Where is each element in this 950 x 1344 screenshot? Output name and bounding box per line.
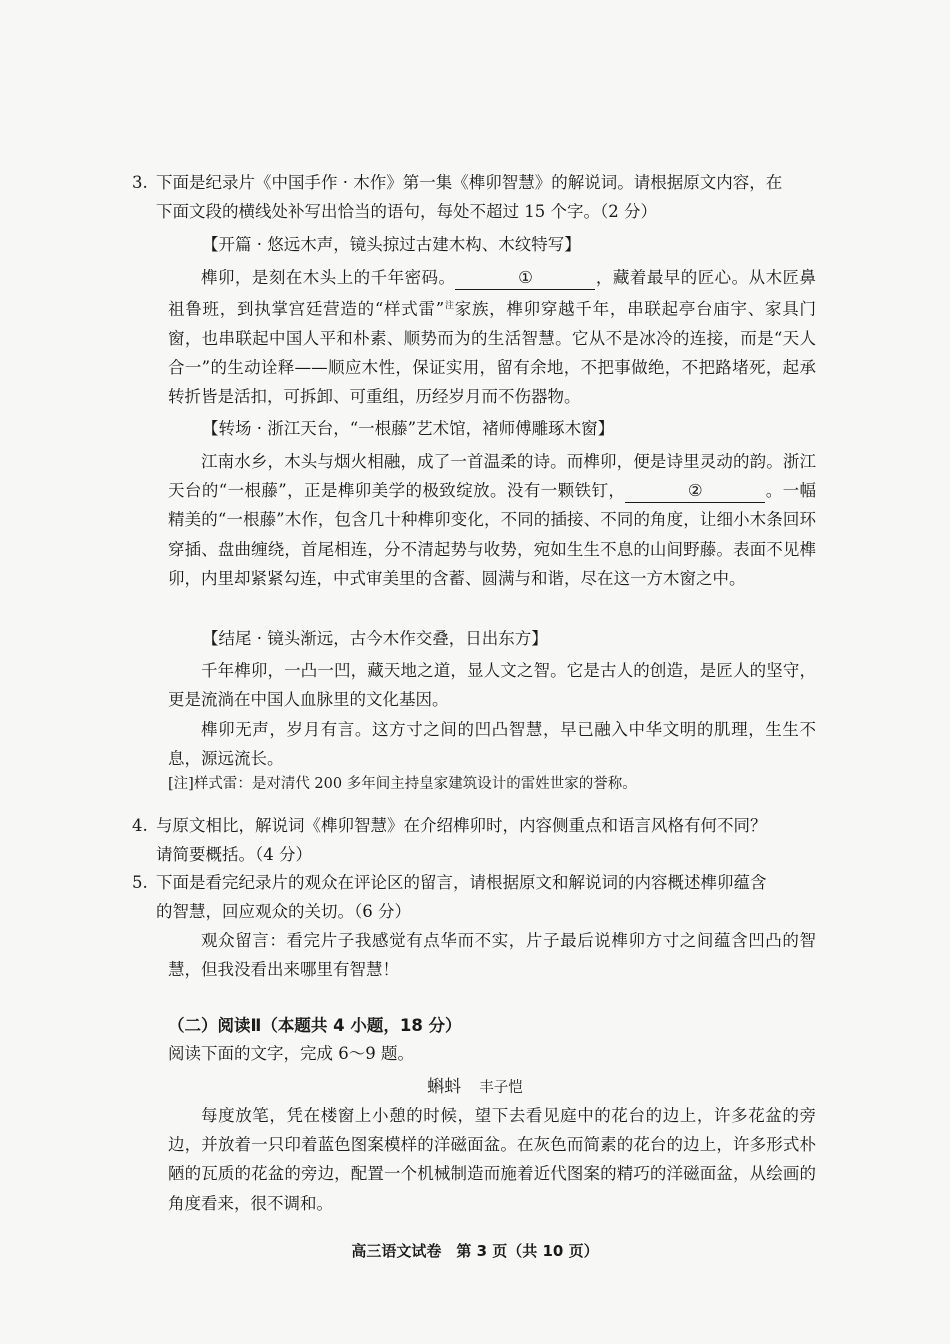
question-5 xyxy=(132,868,822,926)
scene-heading: 【转场 · 浙江天台，“一根藤”艺术馆，褚师傅雕琢木窗】 xyxy=(202,419,615,438)
audience-comment: 观众留言：看完片子我感觉有点华而不实，片子最后说榫卯方寸之间蕴含凹凸的智慧，但我没看出来哪里有智慧！ xyxy=(168,931,816,980)
question-text-line: 下面是纪录片《中国手作 · 木作》第一集《榫卯智慧》的解说词。请根据原文内容，在 xyxy=(156,173,783,192)
article-author: 丰子恺 xyxy=(479,1080,523,1096)
question-text-line: 请简要概括。（4 分） xyxy=(156,845,312,864)
article-title: 蝌蚪 xyxy=(427,1077,462,1097)
article-paragraph: 每度放笔，凭在楼窗上小憩的时候，望下去看见庭中的花台的边上，许多花盆的旁边，并放着一只印着蓝色图案模样的洋磁面盆。在灰色而简素的花台的边上，许多形式朴陋的瓦质的花盆的旁边，配置一个机械制造而施着近代图案的精巧的洋磁面盆，从绘画的角度看来，很不调和。 xyxy=(168,1106,816,1213)
fill-blank-2: ② xyxy=(625,480,765,503)
question-text-line: 与原文相比，解说词《榫卯智慧》在介绍榫卯时，内容侧重点和语言风格有何不同？ xyxy=(156,816,767,835)
question-3 xyxy=(132,168,822,226)
note-marker: 注 xyxy=(444,301,455,312)
question-text-line: 下面是看完纪录片的观众在评论区的留言，请根据原文和解说词的内容概述榫卯蕴含 xyxy=(156,873,767,892)
question-number: 3. xyxy=(132,173,148,192)
question-4 xyxy=(132,811,822,869)
narration-paragraph-1: 榫卯，是刻在木头上的千年密码。 ① ，藏着最早的匠心。从木匠鼻祖鲁班，到执掌宫廷营造的“样式雷”$^注$家族，榫卯穿越千年，串联起亭台庙宇、家具门窗，也串联起中国人平和朴素、顺势而为的生活智慧。它从不是冰冷的连接，而是“天人合一”的生动诠释——顺应木性，保证实用，留有余地，不把事做绝，不把路堵死，起承转折皆是活扣，可拆卸、可重组，历经岁月而不伤器物。 xyxy=(168,268,817,407)
scene-heading: 【开篇 · 悠远木声，镜头掠过古建木构、木纹特写】 xyxy=(202,235,581,254)
article-title-block xyxy=(0,1072,950,1097)
question-text-line: 的智慧，回应观众的关切。（6 分） xyxy=(156,902,411,921)
footnote: [注]样式雷：是对清代 200 多年间主持皇家建筑设计的雷姓世家的誉称。 xyxy=(168,776,637,792)
narration-paragraph-4: 榫卯无声，岁月有言。这方寸之间的凹凸智慧，早已融入中华文明的肌理，生生不息，源远流长。 xyxy=(168,720,816,769)
narration-paragraph-3: 千年榫卯，一凸一凹，藏天地之道，显人文之智。它是古人的创造，是匠人的坚守，更是流淌在中国人血脉里的文化基因。 xyxy=(168,661,816,710)
section-heading: （二）阅读Ⅱ（本题共 4 小题，18 分） xyxy=(168,1016,462,1035)
section-instruction: 阅读下面的文字，完成 6～9 题。 xyxy=(168,1044,414,1063)
page-footer: 高三语文试卷 第 3 页（共 10 页） xyxy=(351,1242,599,1260)
question-number: 5. xyxy=(132,873,148,892)
question-number: 4. xyxy=(132,816,148,835)
narration-paragraph-2: 江南水乡，木头与烟火相融，成了一首温柔的诗。而榫卯，便是诗里灵动的韵。浙江天台的“一根藤”，正是榫卯美学的极致绽放。没有一颗铁钉， ② 。一幅精美的“一根藤”木作，包含几十种榫卯变化，不同的插接、不同的角度，让细小木条回环穿插、盘曲缠绕，首尾相连，分不清起势与收势，宛如生生不息的山间野藤。表面不见榫卯，内里却紧紧勾连，中式审美里的含蓄、圆满与和谐，尽在这一方木窗之中。 xyxy=(168,452,817,588)
scene-heading: 【结尾 · 镜头渐远，古今木作交叠，日出东方】 xyxy=(202,629,548,648)
question-text-line: 下面文段的横线处补写出恰当的语句，每处不超过 15 个字。（2 分） xyxy=(156,202,657,221)
fill-blank-1: ① xyxy=(455,267,595,290)
